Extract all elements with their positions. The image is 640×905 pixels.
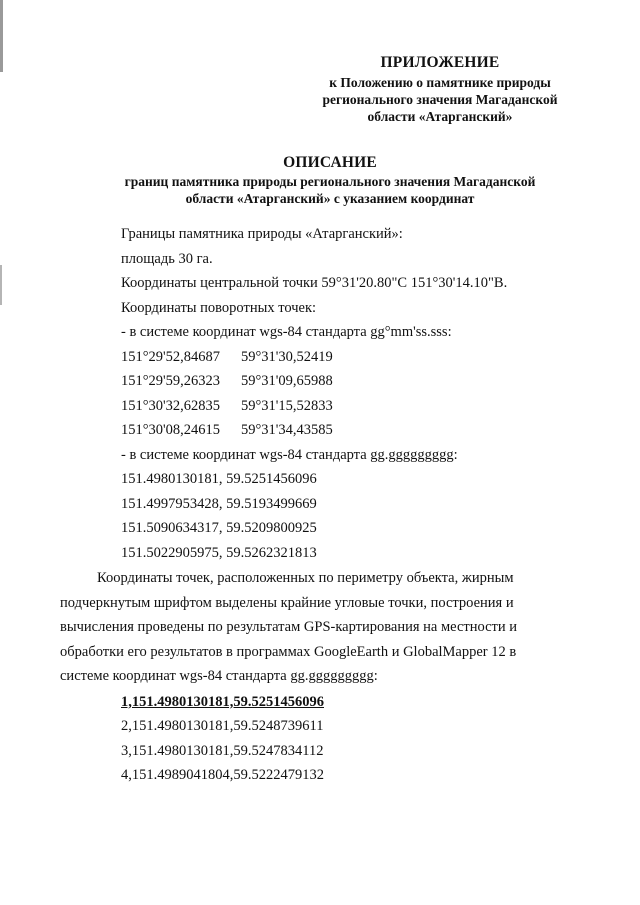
appendix-ref-line: регионального значения Магаданской bbox=[322, 92, 558, 107]
center-coordinates: Координаты центральной точки 59°31'20.80"С 151°30'14.10"В. bbox=[121, 275, 508, 291]
description-subtitle-line: границ памятника природы регионального значения Магаданской bbox=[124, 174, 536, 189]
area-line: площадь 30 га. bbox=[121, 250, 213, 267]
decimal-point-row: 151.5022905975, 59.5262321813 bbox=[121, 544, 317, 561]
dms-latitude: 59°31'34,43585 bbox=[241, 422, 333, 438]
description-block bbox=[60, 153, 600, 207]
dms-latitude: 59°31'09,65988 bbox=[241, 373, 333, 389]
decimal-point-row: 151.4980130181, 59.5251456096 bbox=[121, 471, 317, 487]
dms-point-row bbox=[84, 394, 584, 419]
scan-edge-mark bbox=[0, 265, 2, 305]
paragraph-line: подчеркнутым шрифтом выделены крайние угловые точки, построения и bbox=[60, 594, 514, 611]
appendix-block bbox=[300, 52, 580, 125]
dms-longitude: 151°30'08,24615 bbox=[121, 422, 221, 438]
scan-edge-mark bbox=[0, 0, 3, 72]
dms-longitude: 151°29'59,26323 bbox=[121, 373, 221, 389]
paragraph-line: системе координат wgs-84 стандарта gg.ggggggggg: bbox=[60, 668, 378, 684]
boundaries-title: Границы памятника природы «Атарганский»: bbox=[121, 226, 403, 242]
decimal-point-row: 151.4997953428, 59.5193499669 bbox=[121, 495, 317, 512]
document-body bbox=[60, 222, 584, 788]
description-subtitle-line: области «Атарганский» с указанием координат bbox=[185, 191, 475, 206]
dms-point-row bbox=[84, 418, 584, 443]
perimeter-point-row: 2,151.4980130181,59.5248739611 bbox=[121, 718, 324, 734]
turning-points-title: Координаты поворотных точек: bbox=[121, 299, 317, 316]
perimeter-point-row: 3,151.4980130181,59.5247834112 bbox=[121, 742, 324, 759]
decimal-point-row: 151.5090634317, 59.5209800925 bbox=[121, 520, 317, 536]
perimeter-paragraph bbox=[60, 566, 560, 689]
dms-point-row bbox=[84, 345, 584, 370]
dms-latitude: 59°31'15,52833 bbox=[241, 397, 333, 414]
decimal-system-title: - в системе координат wgs-84 стандарта gg.ggggggggg: bbox=[121, 446, 458, 463]
paragraph-line: обработки его результатов в программах GoogleEarth и GlobalMapper 12 в bbox=[60, 643, 517, 660]
perimeter-point-row: 4,151.4989041804,59.5222479132 bbox=[121, 767, 324, 783]
appendix-ref-line: области «Атарганский» bbox=[367, 109, 513, 124]
dms-system-title: - в системе координат wgs-84 стандарта gg°mm'ss.sss: bbox=[121, 324, 452, 340]
appendix-heading: ПРИЛОЖЕНИЕ bbox=[380, 54, 500, 71]
dms-point-row bbox=[84, 369, 584, 394]
appendix-ref-line: к Положению о памятнике природы bbox=[329, 75, 551, 90]
paragraph-line: вычисления проведены по результатам GPS-картирования на местности и bbox=[60, 619, 518, 635]
dms-latitude: 59°31'30,52419 bbox=[241, 348, 333, 365]
paragraph-line: Координаты точек, расположенных по периметру объекта, жирным bbox=[97, 570, 514, 586]
dms-longitude: 151°30'32,62835 bbox=[121, 397, 221, 414]
dms-longitude: 151°29'52,84687 bbox=[121, 348, 221, 365]
description-heading: ОПИСАНИЕ bbox=[283, 154, 377, 171]
corner-point-row: 1,151.4980130181,59.5251456096 bbox=[121, 693, 324, 710]
